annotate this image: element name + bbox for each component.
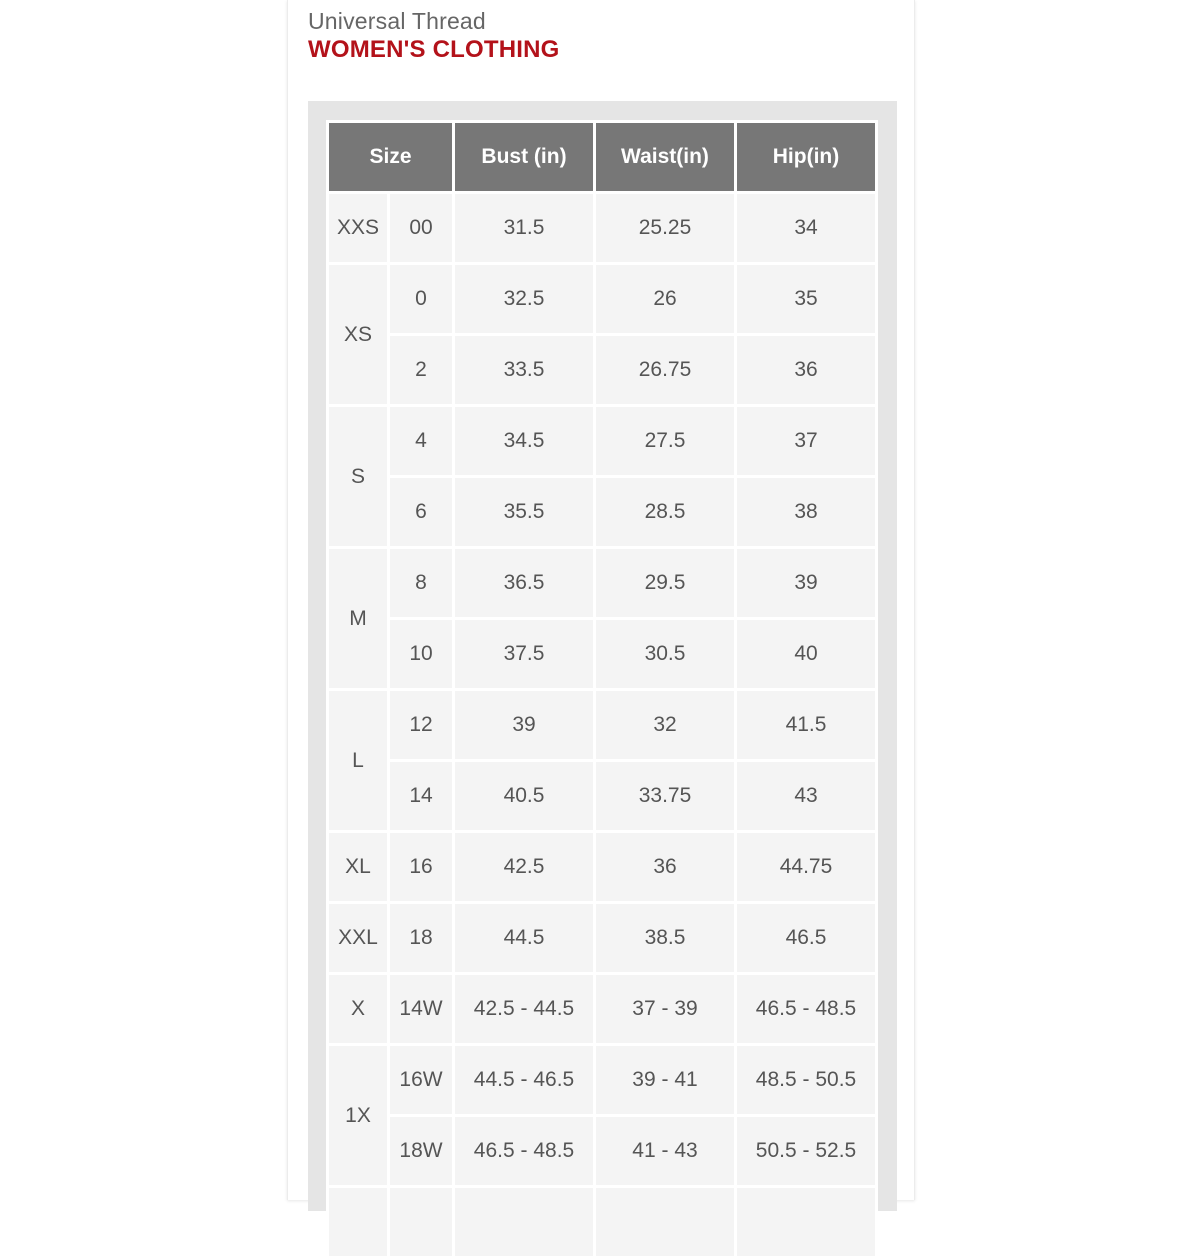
table-row [329,975,875,1043]
chart-title: WOMEN'S CLOTHING [308,36,560,63]
waist-cell: 30.5 [596,620,734,688]
hip-cell: 50.5 - 52.5 [737,1117,875,1185]
waist-cell: 26 [596,265,734,333]
size-number-cell [390,1188,452,1256]
size-letter-cell: XL [329,833,387,901]
table-row [329,194,875,262]
waist-cell: 39 - 41 [596,1046,734,1114]
header-bust: Bust (in) [455,123,593,191]
size-number-cell: 10 [390,620,452,688]
hip-cell: 46.5 [737,904,875,972]
table-row [329,407,875,475]
bust-cell: 33.5 [455,336,593,404]
waist-cell: 33.75 [596,762,734,830]
table-row [329,549,875,617]
waist-cell: 28.5 [596,478,734,546]
hip-cell: 35 [737,265,875,333]
waist-cell: 41 - 43 [596,1117,734,1185]
hip-cell: 40 [737,620,875,688]
header-waist: Waist(in) [596,123,734,191]
size-number-cell: 18W [390,1117,452,1185]
size-number-cell: 16 [390,833,452,901]
bust-cell [455,1188,593,1256]
size-letter-cell: XS [329,265,387,404]
waist-cell [596,1188,734,1256]
bust-cell: 42.5 - 44.5 [455,975,593,1043]
bust-cell: 36.5 [455,549,593,617]
size-letter-cell [329,1188,387,1256]
size-chart-card [287,0,915,1200]
waist-cell: 27.5 [596,407,734,475]
size-number-cell: 14 [390,762,452,830]
size-number-cell: 16W [390,1046,452,1114]
size-letter-cell: S [329,407,387,546]
hip-cell: 39 [737,549,875,617]
size-number-cell: 18 [390,904,452,972]
hip-cell: 41.5 [737,691,875,759]
hip-cell: 34 [737,194,875,262]
brand-name: Universal Thread [308,8,486,34]
table-row [329,620,875,688]
table-row [329,478,875,546]
size-number-cell: 00 [390,194,452,262]
size-number-cell: 4 [390,407,452,475]
bust-cell: 37.5 [455,620,593,688]
table-row [329,336,875,404]
hip-cell: 43 [737,762,875,830]
waist-cell: 37 - 39 [596,975,734,1043]
bust-cell: 46.5 - 48.5 [455,1117,593,1185]
hip-cell [737,1188,875,1256]
table-row [329,904,875,972]
hip-cell: 46.5 - 48.5 [737,975,875,1043]
size-letter-cell: XXS [329,194,387,262]
hip-cell: 44.75 [737,833,875,901]
size-number-cell: 6 [390,478,452,546]
bust-cell: 35.5 [455,478,593,546]
table-row [329,691,875,759]
table-row [329,1046,875,1114]
waist-cell: 38.5 [596,904,734,972]
bust-cell: 42.5 [455,833,593,901]
table-row [329,265,875,333]
waist-cell: 36 [596,833,734,901]
hip-cell: 37 [737,407,875,475]
hip-cell: 36 [737,336,875,404]
size-letter-cell: 1X [329,1046,387,1185]
waist-cell: 32 [596,691,734,759]
size-letter-cell: XXL [329,904,387,972]
hip-cell: 38 [737,478,875,546]
bust-cell: 31.5 [455,194,593,262]
table-row [329,1188,875,1256]
size-number-cell: 12 [390,691,452,759]
size-chart-table [326,120,878,1259]
waist-cell: 29.5 [596,549,734,617]
size-letter-cell: M [329,549,387,688]
bust-cell: 40.5 [455,762,593,830]
size-number-cell: 0 [390,265,452,333]
size-number-cell: 8 [390,549,452,617]
table-row [329,762,875,830]
size-number-cell: 14W [390,975,452,1043]
size-chart-body [329,194,875,1256]
header-row [329,123,875,191]
waist-cell: 26.75 [596,336,734,404]
size-number-cell: 2 [390,336,452,404]
bust-cell: 39 [455,691,593,759]
bust-cell: 44.5 - 46.5 [455,1046,593,1114]
header-size: Size [329,123,452,191]
table-row [329,1117,875,1185]
hip-cell: 48.5 - 50.5 [737,1046,875,1114]
table-row [329,833,875,901]
waist-cell: 25.25 [596,194,734,262]
header-hip: Hip(in) [737,123,875,191]
bust-cell: 34.5 [455,407,593,475]
size-letter-cell: L [329,691,387,830]
bust-cell: 44.5 [455,904,593,972]
bust-cell: 32.5 [455,265,593,333]
size-letter-cell: X [329,975,387,1043]
size-chart-panel [308,101,897,1211]
